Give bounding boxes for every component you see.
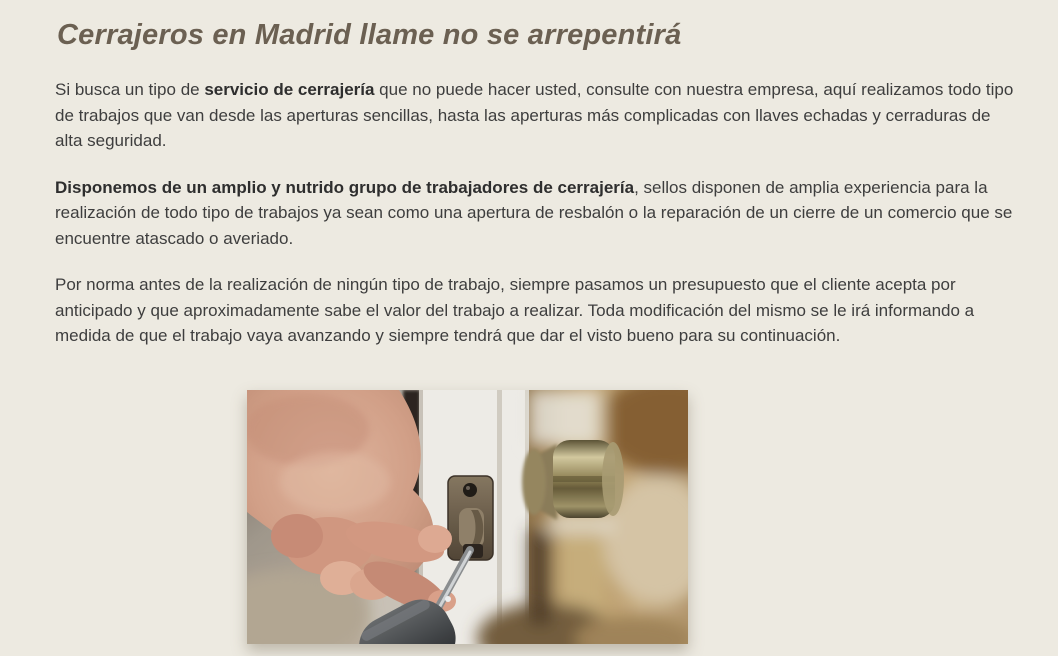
paragraph-budget (55, 272, 1018, 349)
photo-vignette (247, 390, 688, 644)
text-segment: Si busca un tipo de (55, 80, 205, 99)
paragraph-intro (55, 77, 1018, 154)
paragraph-team (55, 175, 1018, 252)
text-segment: Por norma antes de la realización de ningún tipo de trabajo, siempre pasamos un presupuesto que el cliente acepta por anticipado y que aproximadamente sabe el valor del trabajo a realizar. Toda modificación del mismo se le irá informando a medida de que el trabajo vaya avanzando y siempre tendrá que dar el visto bueno para su continuación. (55, 275, 975, 345)
text-segment: que no puede hacer usted, consulte con nuestra empresa, aquí realizamos todo tipo de trabajos que van desde las aperturas sencillas, hasta las aperturas más complicadas con llaves echadas y cerraduras de alta seguridad. (55, 80, 1014, 150)
page-title: Cerrajeros en Madrid llame no se arrepentirá (57, 19, 682, 51)
text-segment-bold: Disponemos de un amplio y nutrido grupo de trabajadores de cerrajería (55, 177, 635, 197)
text-segment-bold: servicio de cerrajería (204, 80, 375, 99)
locksmith-photo (247, 390, 688, 644)
locksmith-photo-illustration (247, 390, 688, 644)
text-segment: , sellos disponen de amplia experiencia para la realización de todo tipo de trabajos ya sean como una apertura de resbalón o la reparación de un cierre de un comercio que se encuentre atascado o averiado. (55, 177, 1013, 248)
